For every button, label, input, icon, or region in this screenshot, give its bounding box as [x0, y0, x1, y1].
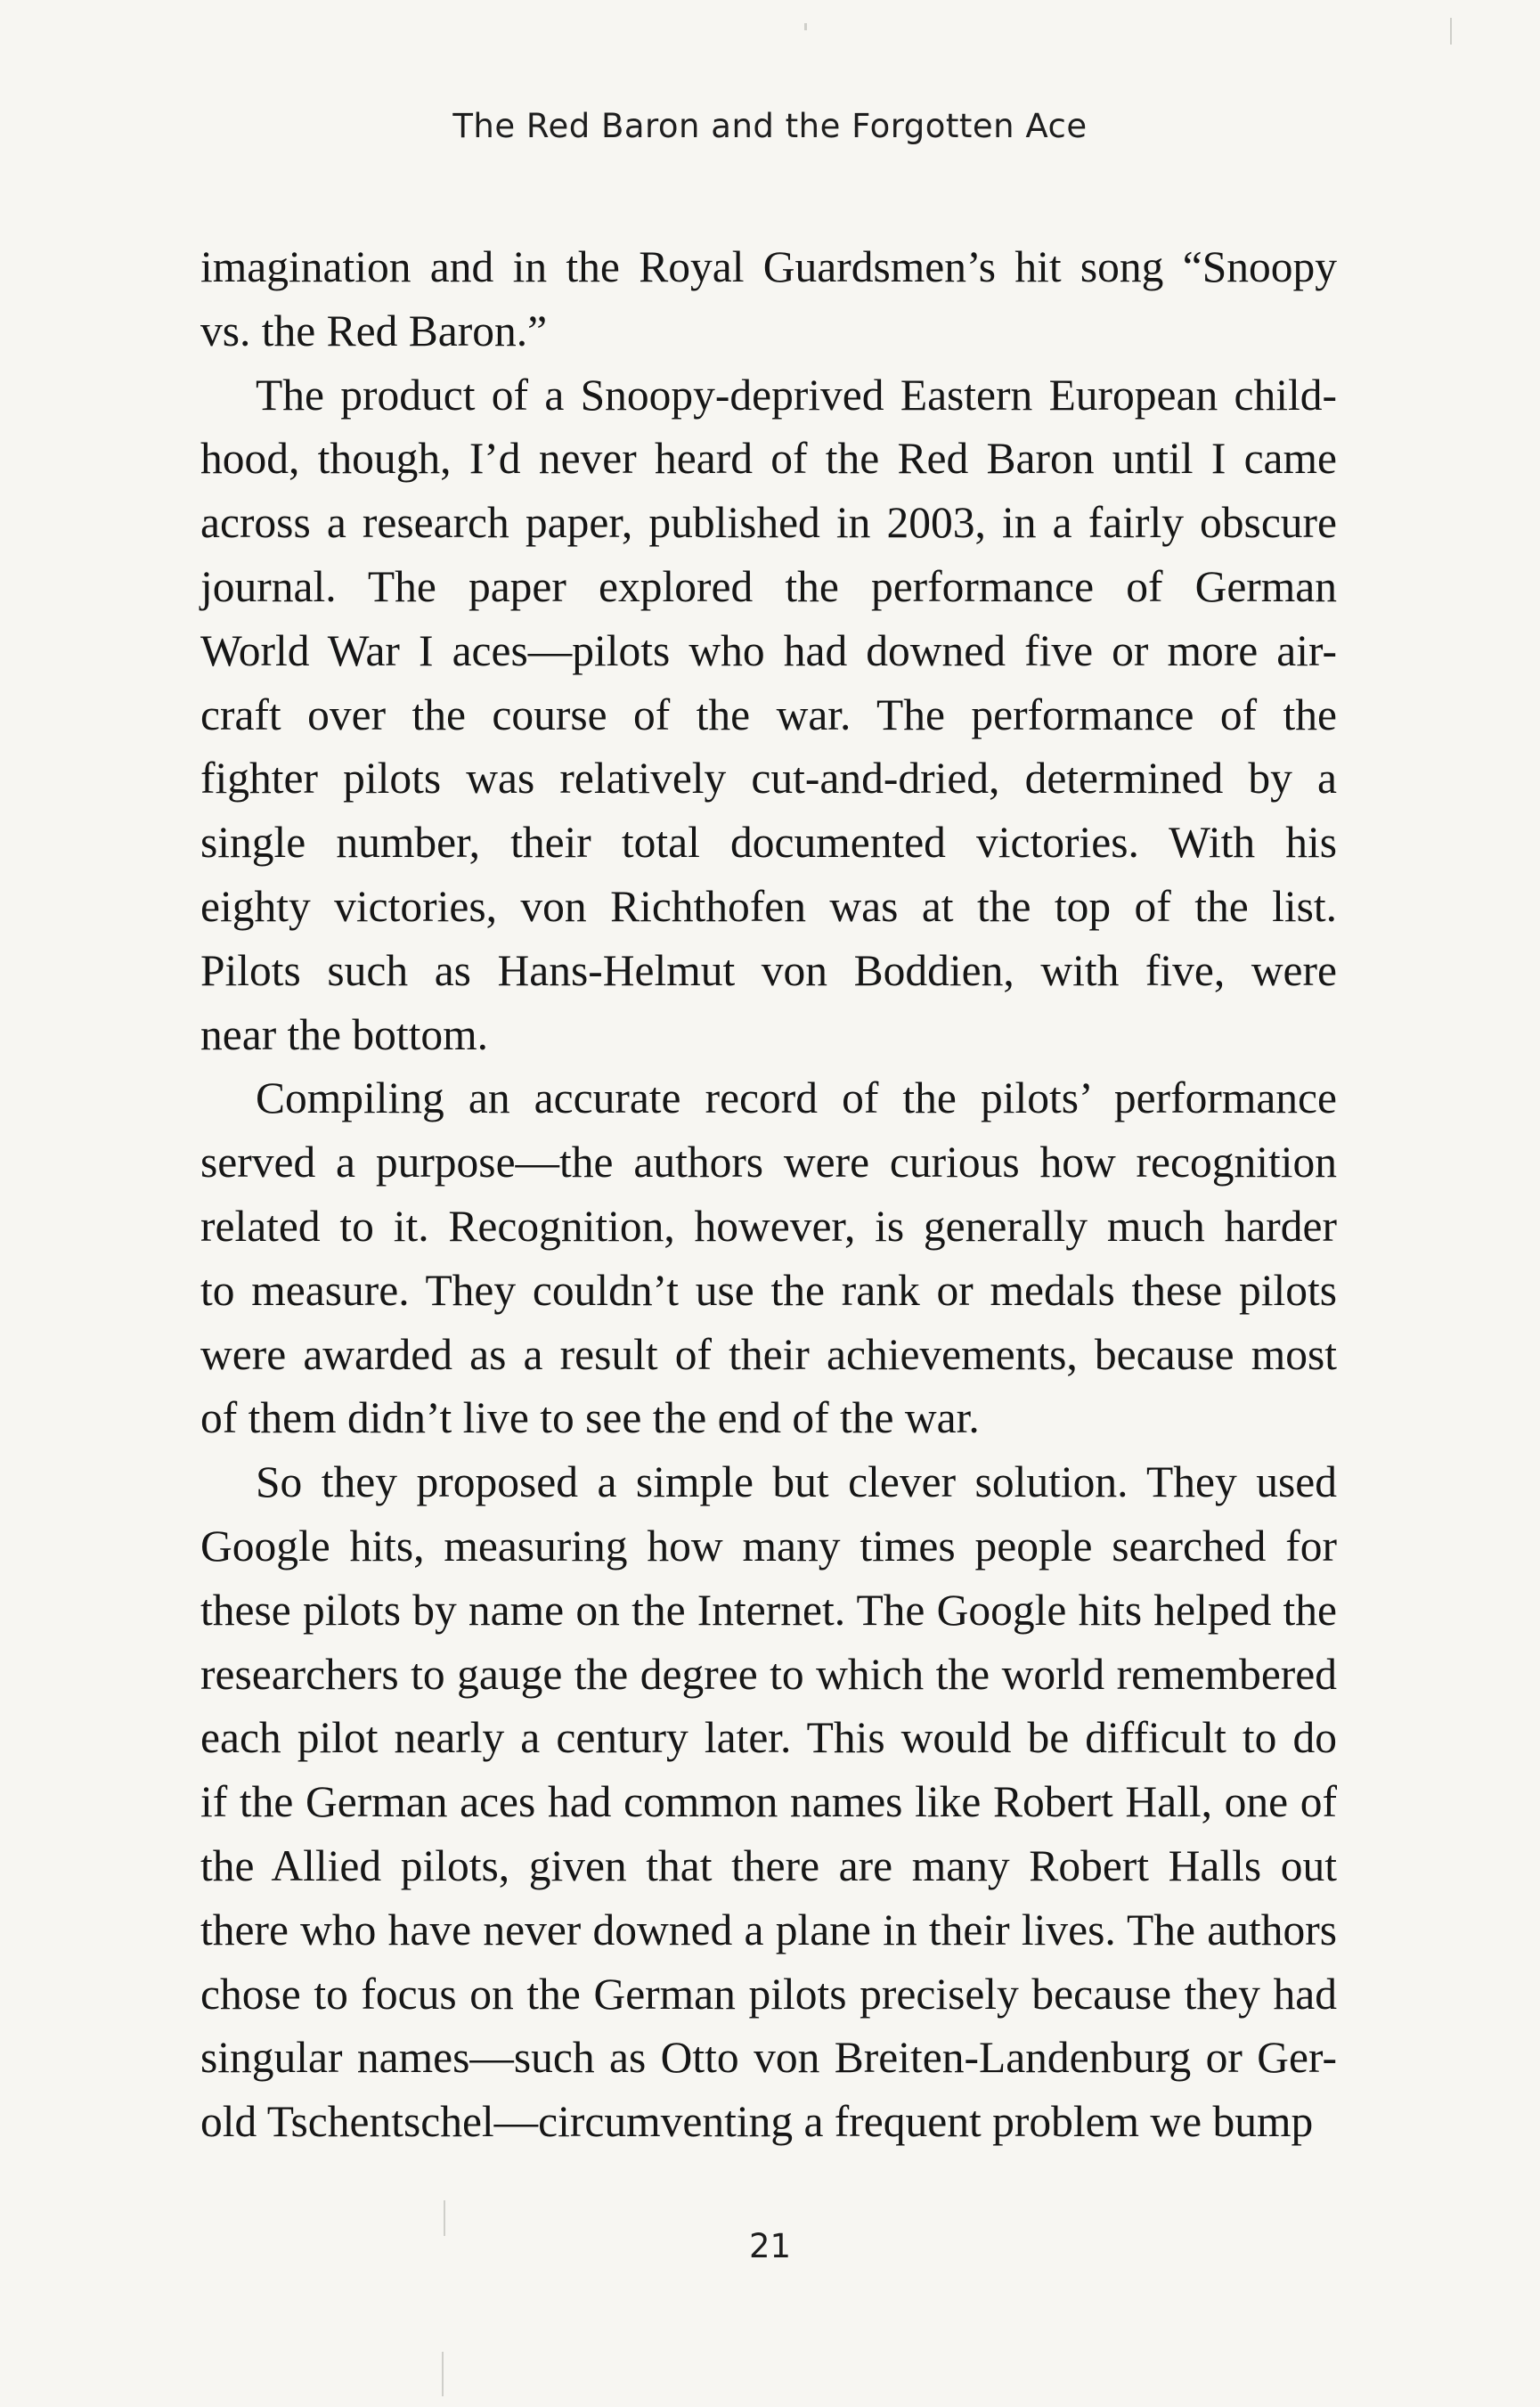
text-line: were awarded as a result of their achievements, because most	[200, 1329, 1337, 1379]
text-line: World War I aces—pilots who had downed five or more air-	[200, 625, 1337, 675]
text-line: old Tschentschel—circumventing a frequent problem we bump	[200, 2097, 1314, 2147]
text-line: singular names—such as Otto von Breiten-Landenburg or Ger-	[200, 2033, 1337, 2083]
text-line: of them didn’t live to see the end of the war.	[200, 1393, 980, 1443]
text-line: if the German aces had common names like Robert Hall, one of	[200, 1777, 1337, 1827]
text-line: craft over the course of the war. The performance of the	[200, 689, 1337, 739]
text-line: hood, though, I’d never heard of the Red Baron until I came	[200, 434, 1337, 484]
text-line: related to it. Recognition, however, is generally much harder	[200, 1201, 1337, 1251]
text-line: Pilots such as Hans-Helmut von Boddien, with five, were	[200, 945, 1337, 995]
text-line: near the bottom.	[200, 1009, 489, 1059]
text-line: there who have never downed a plane in their lives. The authors	[200, 1905, 1337, 1954]
text-line: across a research paper, published in 2003, in a fairly obscure	[200, 498, 1337, 548]
text-line: imagination and in the Royal Guardsmen’s hit song “Snoopy	[200, 242, 1337, 291]
text-line: fighter pilots was relatively cut-and-dried, determined by a	[200, 754, 1337, 804]
text-line: chose to focus on the German pilots precisely because they had	[200, 1969, 1337, 2019]
scan-mark-bottom-2	[442, 2352, 444, 2396]
text-line: Compiling an accurate record of the pilots’ performance	[256, 1073, 1337, 1123]
scan-mark-right	[1450, 18, 1452, 45]
body-text	[200, 235, 1337, 2154]
text-line: Google hits, measuring how many times people searched for	[200, 1521, 1337, 1571]
text-line: The product of a Snoopy-deprived Eastern European child-	[256, 370, 1337, 420]
text-line: eighty victories, von Richthofen was at the top of the list.	[200, 881, 1337, 931]
page-number: 21	[748, 2227, 792, 2265]
text-line: served a purpose—the authors were curious how recognition	[200, 1138, 1337, 1187]
text-line: these pilots by name on the Internet. The Google hits helped the	[200, 1585, 1337, 1635]
text-line: single number, their total documented victories. With his	[200, 818, 1337, 868]
text-line: researchers to gauge the degree to which the world remembered	[200, 1649, 1337, 1699]
text-line: to measure. They couldn’t use the rank or medals these pilots	[200, 1265, 1337, 1315]
text-line: So they proposed a simple but clever solution. They used	[256, 1457, 1337, 1507]
text-line: vs. the Red Baron.”	[200, 306, 548, 355]
text-line: each pilot nearly a century later. This would be difficult to do	[200, 1713, 1337, 1763]
running-head: The Red Baron and the Forgotten Ace	[452, 107, 1088, 145]
text-line: the Allied pilots, given that there are many Robert Halls out	[200, 1840, 1337, 1890]
scan-mark-top	[804, 23, 807, 30]
text-line: journal. The paper explored the performance of German	[200, 561, 1337, 611]
